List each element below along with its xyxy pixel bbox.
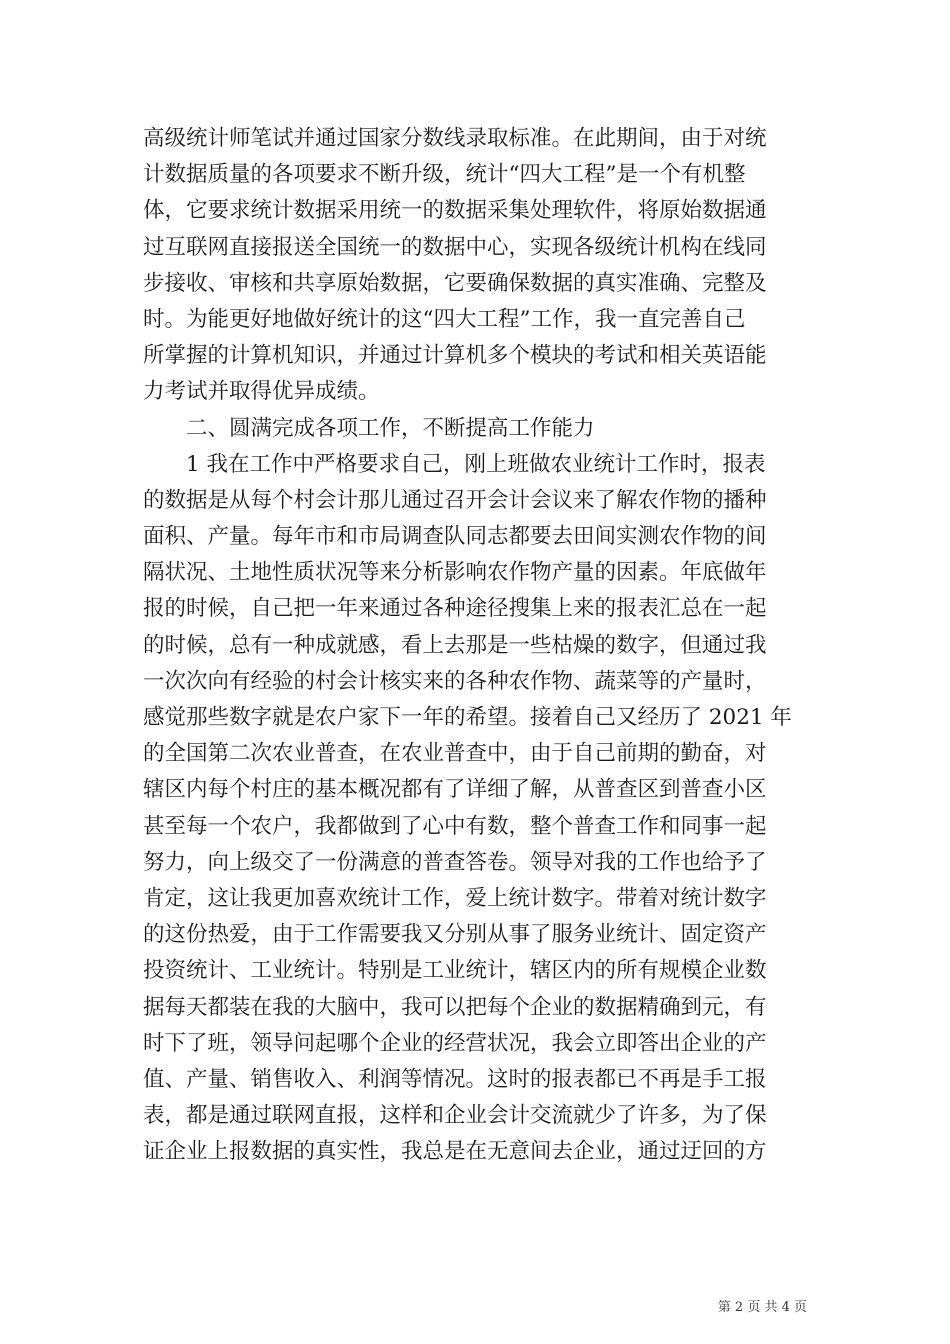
- page-number: 第 2 页 共 4 页: [717, 1300, 807, 1315]
- text-line: 的时候，总有一种成就感，看上去那是一些枯燥的数字，但通过我: [143, 632, 767, 658]
- text-line: 表，都是通过联网直报，这样和企业会计交流就少了许多，为了保: [143, 1103, 767, 1129]
- text-line: 辖区内每个村庄的基本概况都有了详细了解，从普查区到普查小区: [143, 777, 767, 803]
- text-line: 面积、产量。每年市和市局调查队同志都要去田间实测农作物的间: [143, 524, 767, 550]
- section-heading: 二、圆满完成各项工作，不断提高工作能力: [186, 415, 595, 441]
- text-line: 体，它要求统计数据采用统一的数据采集处理软件，将原始数据通: [143, 198, 767, 224]
- text-line: 时下了班，领导问起哪个企业的经营状况，我会立即答出企业的产: [143, 1030, 767, 1056]
- text-line: 肯定，这让我更加喜欢统计工作，爱上统计数字。带着对统计数字: [143, 885, 767, 911]
- text-line: 感觉那些数字就是农户家下一年的希望。接着自己又经历了 2021 年: [143, 705, 792, 730]
- text-line: 一次次向有经验的村会计核实来的各种农作物、蔬菜等的产量时，: [143, 668, 767, 694]
- text-line: 据每天都装在我的大脑中，我可以把每个企业的数据精确到元，有: [143, 994, 767, 1020]
- paragraph-1: [143, 121, 809, 411]
- text-line: 努力，向上级交了一份满意的普查答卷。领导对我的工作也给予了: [143, 849, 767, 875]
- text-line: 计数据质量的各项要求不断升级，统计“四大工程”是一个有机整: [143, 162, 746, 188]
- text-line: 的数据是从每个村会计那儿通过召开会计会议来了解农作物的播种: [143, 487, 767, 513]
- text-line: 报的时候，自己把一年来通过各种途径搜集上来的报表汇总在一起: [143, 596, 767, 622]
- paragraph-2: [143, 447, 809, 1171]
- text-line: 投资统计、工业统计。特别是工业统计，辖区内的所有规模企业数: [143, 958, 767, 984]
- text-line: 力考试并取得优异成绩。: [143, 379, 380, 405]
- text-line: 高级统计师笔试并通过国家分数线录取标准。在此期间，由于对统: [143, 126, 767, 151]
- text-line: 1 我在工作中严格要求自己，刚上班做农业统计工作时，报表: [186, 451, 766, 477]
- text-line: 的这份热爱，由于工作需要我又分别从事了服务业统计、固定资产: [143, 922, 767, 948]
- text-line: 隔状况、土地性质状况等来分析影响农作物产量的因素。年底做年: [143, 560, 767, 586]
- text-line: 值、产量、销售收入、利润等情况。这时的报表都已不再是手工报: [143, 1066, 767, 1092]
- text-line: 证企业上报数据的真实性，我总是在无意间去企业，通过迂回的方: [143, 1139, 767, 1165]
- text-line: 时。为能更好地做好统计的这“四大工程”工作，我一直完善自己: [143, 306, 746, 332]
- document-body: [143, 121, 809, 1170]
- page-footer: [0, 1296, 950, 1316]
- text-line: 步接收、审核和共享原始数据，它要确保数据的真实准确、完整及: [143, 270, 767, 296]
- text-line: 的全国第二次农业普查，在农业普查中，由于自己前期的勤奋，对: [143, 741, 767, 767]
- text-line: 甚至每一个农户，我都做到了心中有数，整个普查工作和同事一起: [143, 813, 767, 839]
- text-line: 所掌握的计算机知识，并通过计算机多个模块的考试和相关英语能: [143, 343, 767, 369]
- text-line: 过互联网直接报送全国统一的数据中心，实现各级统计机构在线同: [143, 234, 767, 260]
